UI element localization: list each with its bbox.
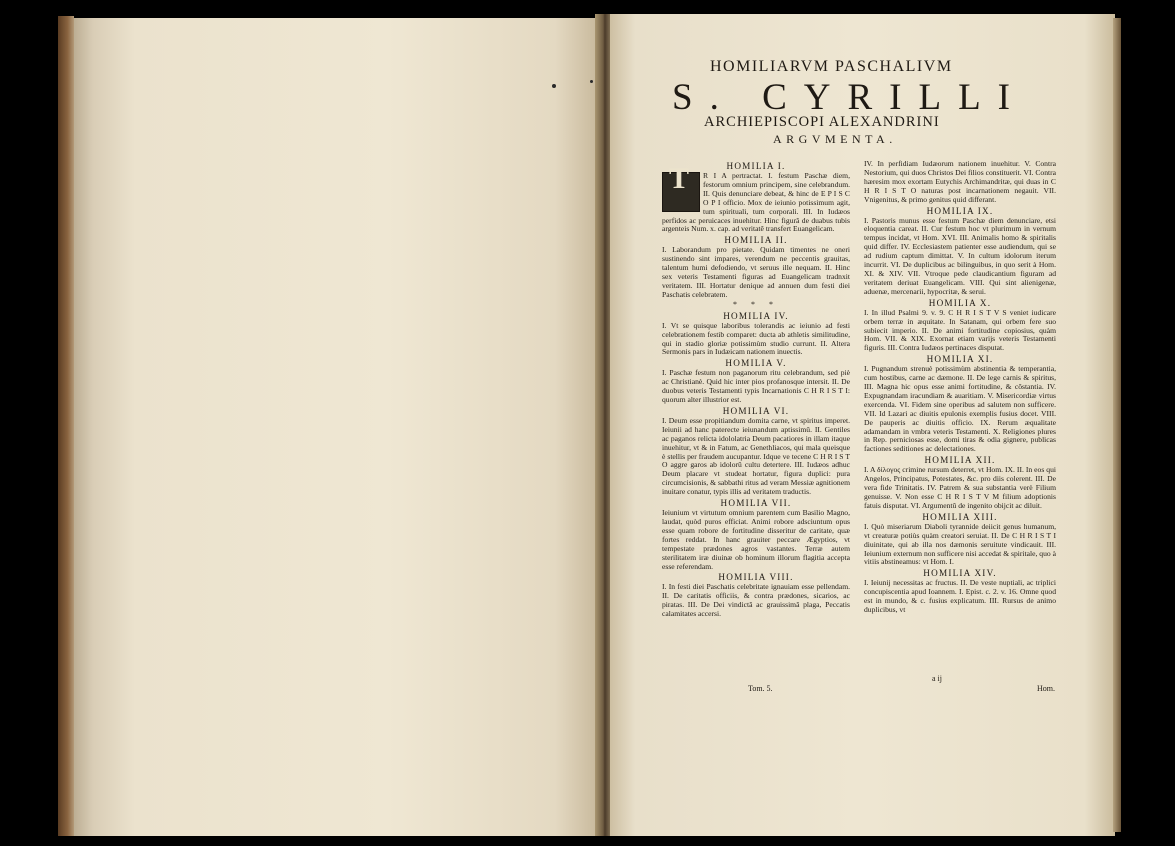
homily-heading: HOMILIA VI. xyxy=(722,405,790,416)
ornament-asterisks: * * * xyxy=(733,299,779,309)
right-text-column xyxy=(864,160,1056,615)
left-page-blank xyxy=(72,18,597,836)
homily-block-12 xyxy=(864,455,1056,511)
title-line-3: ARCHIEPISCOPI ALEXANDRINI xyxy=(704,114,940,130)
book-spread xyxy=(50,8,1120,834)
homily-heading: HOMILIA XII. xyxy=(924,455,996,466)
homily-text: I. Vt se quisque laboribus tolerandis ac ieiunio ad festi celebrationem festib comparet: ducta ab athletis similitudine, qui in stadio gloriæ potissimùm studio currunt. II. Altera Sermonis pars in Iudæicam nationem inuectis. xyxy=(662,320,850,357)
homily-text: I. Ieiunij necessitas ac fructus. II. De veste nuptiali, ac triplici concupiscentia apud Ioannem. I. Epist. c. 2. v. 16. Omne quod est in mundo, & c. fusius explicatum. III. Rursus de animo duplicibus, vt xyxy=(864,578,1056,615)
homily-text: Ieiunium vt virtutum omnium parentem cum Basilio Magno, laudat, quòd puros efficiat. Animi robore adsciuntum opus esse quam robore de fortitudine disseritur de caritate, quæ fortes reddat. In hanc grauiter peccare Ægyptios, vt tempestate prædones agros vastantes. Terræ autem sterilitatem iræ diuinæ ob hominum illorum flagitia accepta esse referendam. xyxy=(662,508,850,571)
homily-text: IV. In perfidiam Iudæorum nationem inuehitur. V. Contra Nestorium, qui duos Christos Dei filios constituerit. VI. Contra hæresim mox exortam Eutychis Archimandritæ, qui duas in C H R I S T O naturas post incarnationem negauit. VII. Vnigenitus, & primo genitus quid differant. xyxy=(864,159,1056,204)
homily-text: I. Laborandum pro pietate. Quidam timentes ne oneri sustinendo sint impares, verendum ne peccentis grauitas, talentum humi defodiendo, vt seruus ille nequam. II. Hinc sex veteris Testamenti figuras ad Euangelicam tradnxit veritatem. III. Hortatur denique ad annuen dum festi diei Paschatis celebratem. xyxy=(662,245,850,299)
right-page-edge xyxy=(1113,18,1121,832)
homily-heading: HOMILIA II. xyxy=(724,235,788,246)
left-text-column xyxy=(662,160,850,619)
homily-block-6 xyxy=(662,406,850,497)
homily-heading: HOMILIA V. xyxy=(725,358,787,369)
title-line-1: HOMILIARVM PASCHALIVM xyxy=(710,58,953,75)
homily-block-8 xyxy=(662,572,850,619)
homily-block-1 xyxy=(662,161,850,234)
homily-block-13 xyxy=(864,512,1056,568)
homily-block-5 xyxy=(662,358,850,405)
title-main: S. CYRILLI xyxy=(672,77,1027,118)
homily-heading: HOMILIA VIII. xyxy=(718,572,794,583)
homily-text: I. A δίλογος crimine rursum deterret, vt Hom. IX. II. In eos qui Angelos, Principatus, Potestates, &c. pro diis colerent. III. De vera fide Trinitatis. IV. Patrem & sua substantia verè Filium genuisse. V. Non esse C H R I S T V M filium adoptionis fatuis disputat. VI. Argumentũ de ingenito obijcit ac diluit. xyxy=(864,465,1056,510)
homily-text: I. Paschæ festum non paganorum ritu celebrandum, sed piè ac Christianè. Quid hic inter pios profanosque intersit. II. De duobus veteris Testamenti typis Incarnationis C H R I S T I: quorum alter illustrior est. xyxy=(662,368,850,405)
homily-text: I. Quò miseriarum Diaboli tyrannide deiicit genus humanum, vt creaturæ potiùs quàm creatori seruiat. II. De C H R I S T I diuinitate, qui ab illa nos dæmonis seruitute vindicauit. III. Ieiunium externum non sufficere nisi accedat & spiritale, quo à vitiis abstineamus: vt Hom. I. xyxy=(864,521,1056,567)
homily-block-9 xyxy=(864,206,1056,297)
homily-heading: HOMILIA XIV. xyxy=(923,568,997,579)
homily-heading: HOMILIA XI. xyxy=(926,354,994,365)
title-line-4: ARGVMENTA. xyxy=(773,132,897,146)
homily-block-11 xyxy=(864,354,1056,454)
homily-text: I. Pugnandum strenuè potissimùm abstinentia & temperantia, cum hostibus, carne ac dæmone. II. De lege carnis & spiritus, III. Magna hic opus esse animi fortitudine, & cõstantia. IV. Expugnandam iracundiam & auaritiam. V. Misericordiæ virtus exercenda. VI. Fidem sine operibus ad salutem non sufficere. VII. Id Lazari ac diuitis epulonis exemplis fusius docet. VIII. De pauperis ac diuitis officio. IX. Rerum æqualitate adamandam in vmbra veteris Testamenti. X. Religiones plures in Rep. perniciosas esse, domi tiras & odia gignere, publicas factiones seditiones ac delectationes. xyxy=(864,364,1056,454)
homily-text: I. Deum esse propitiandum domita carne, vt spiritus imperet. Ieiunii ad hanc paterecte ieiunandum aptissimũ. II. Gentiles ac paganos relicta idololatria Deum pacatiores in illam itaque inuehitur, vt & in Fatum, ac Genethliacos, qui mala queisque è stellis per fraudem aucupantur. Idque ve tecene C H R I S T O aggre garos ab idolorũ cultu detertere. III. Iudæos adhuc Deum placare vt studeat hortatur, figura duplici: pura circumcisionis, & sabbathi ritus ad veram Messiæ agnitionem inuitare conatur, typis illis ad veritatem traductis. xyxy=(662,415,850,497)
homily-heading: HOMILIA XIII. xyxy=(922,511,998,522)
homily-heading: HOMILIA VII. xyxy=(720,498,792,509)
right-page-text xyxy=(610,14,1115,836)
homily-block-14 xyxy=(864,568,1056,615)
speck xyxy=(590,80,593,83)
speck xyxy=(552,84,556,88)
homily-block-2 xyxy=(662,235,850,299)
homily-block-10 xyxy=(864,298,1056,354)
footer-volume: Tom. 5. xyxy=(748,684,773,693)
homily-heading: HOMILIA IV. xyxy=(723,310,789,321)
homily-block-7 xyxy=(662,498,850,571)
homily-text: I. Pastoris munus esse festum Paschæ diem denunciare, etsi eloquentia careat. II. Cur festum hoc vt plurimum in vernum tempus incidat, vt Hom. XVI. III. Animalis homo & spiritalis quid differ. IV. Ecclesiastem patienter esse audiendum, qui se ad rudium captum dimittat. V. In cultum idolorum iterum incurrit. VI. De duplicibus ac bilinguibus, in quo serit à Hom. XI. & XIV. VII. Vtroque pede claudicantium figuram ad veritatem deriuat Euangelicam. VIII. Qui sint alienigenæ, aduenæ, mercenarii, hypocritæ, & serui. xyxy=(864,215,1056,296)
homily-block-4 xyxy=(662,311,850,358)
continued-block xyxy=(864,160,1056,205)
homily-heading: HOMILIA X. xyxy=(928,297,992,308)
homily-text: I. In illud Psalmi 9. v. 9. C H R I S T V S veniet iudicare orbem terræ in æquitate. In Satanam, qui orbem fere suo subiecit imperio. II. De animi fortitudine copiosius, quàm Hom. VII. & XIX. Exornat etiam varijs veteris Testamenti figuris. III. Contra Iudæos pertinaces disputat. xyxy=(864,307,1056,353)
homily-heading: HOMILIA I. xyxy=(726,161,786,171)
left-binding-edge xyxy=(58,16,74,836)
footer-signature: a ij xyxy=(932,674,942,683)
homily-text: R I A pertractat. I. festum Paschæ diem, festorum omnium principem, sine celebrandum. II. Quis denunciare debeat, & hinc de E P I S C O P I officio. Mox de ieiunio potissimum agit, tum spirituali, tum corporali. III. In Iudæos perfidos ac peruicaces inuehitur. Hinc figurã de duabus tubis argenteis Num. x. cap. ad veritatẽ transfert Euangelicam. xyxy=(662,171,850,234)
footer-catchword: Hom. xyxy=(1037,684,1055,693)
homily-text: I. In festi diei Paschatis celebritate ignauiam esse pellendam. II. De caritatis officiis, & contra prædones, sicarios, ac piratas. III. De Dei vindictã ac grauissimã plaga, Peccatis calamitates accersi. xyxy=(662,582,850,619)
homily-heading: HOMILIA IX. xyxy=(926,205,994,216)
decorated-initial-icon: T xyxy=(662,172,700,212)
